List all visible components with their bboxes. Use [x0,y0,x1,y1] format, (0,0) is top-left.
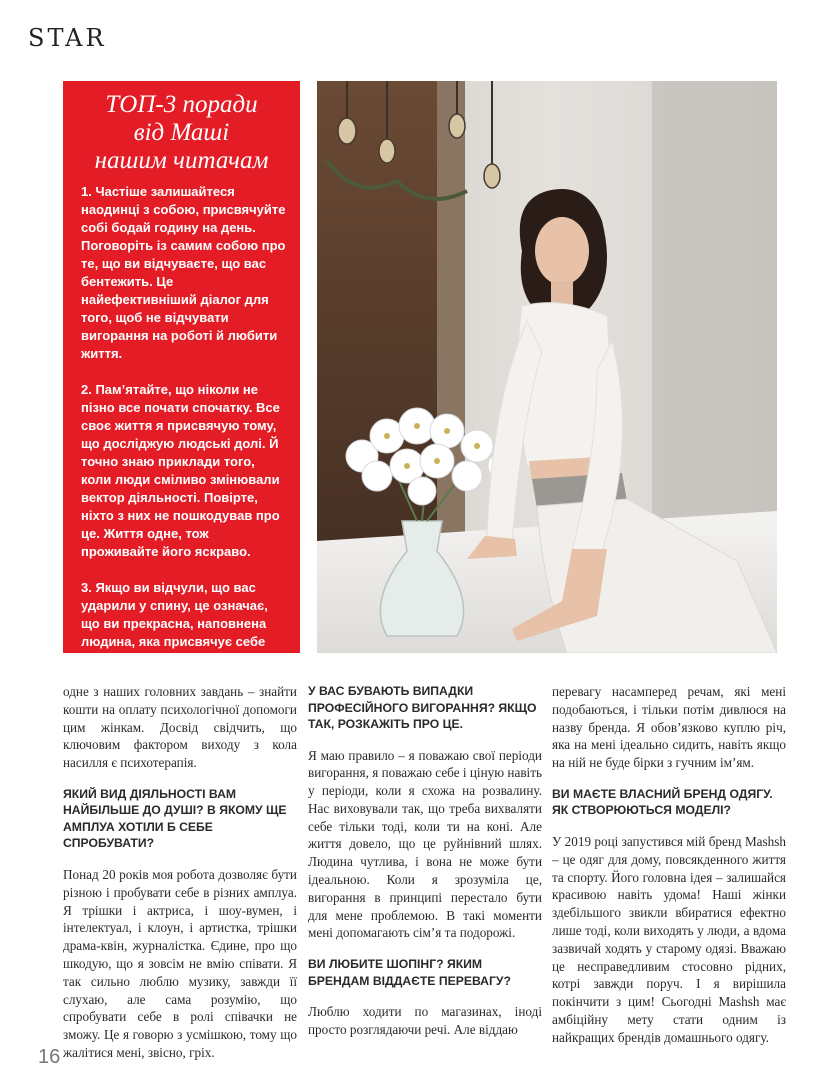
interview-question: ВИ МАЄТЕ ВЛАСНИЙ БРЕНД ОДЯГУ. ЯК СТВОРЮЮТЬСЯ МОДЕЛІ? [552,786,773,818]
page-number: 16 [38,1046,61,1068]
interview-question: ЯКИЙ ВИД ДІЯЛЬНОСТІ ВАМ НАЙБІЛЬШЕ ДО ДУШІ? В ЯКОМУ ЩЕ АМПЛУА ХОТІЛИ Б СЕБЕ СПРОБУВАТИ? [63,786,287,851]
tip-1: 1. Частіше залишайтеся наодинці з собою, присвячуйте собі бодай годину на день. Поговоріть із самим собою про те, що ви відчуваєте, що вас бентежить. Це найефективніший діалог для того, щоб не відчувати вигорання на роботі й любити життя. [81,184,286,361]
tips-title [71,91,292,175]
article-column-1 [63,683,297,1076]
tips-box [63,81,300,685]
paragraph: Люблю ходити по магазинах, іноді просто розглядаючи речі. Але віддаю [308,1004,542,1038]
interview-question: ВИ ЛЮБИТЕ ШОПІНГ? ЯКИМ БРЕНДАМ ВІДДАЄТЕ ПЕРЕВАГУ? [308,957,511,988]
interview-question: У ВАС БУВАЮТЬ ВИПАДКИ ПРОФЕСІЙНОГО ВИГОРАННЯ? ЯКЩО ТАК, РОЗКАЖІТЬ ПРО ЦЕ. [308,684,537,731]
paragraph: У 2019 році запустився мій бренд Mashsh – це одяг для дому, повсякденного життя та спорту. Його головна ідея – залишайся красивою навіть удома! Наші жінки здебільшого звикли вбиратися ефектно лише тоді, коли виходять у люди, а вдома зазвичай ходять у старому одязі. Вважаю це несправедливим стосовно рідних, котрі завжди поруч. І я вирішила покінчити з цим! Сьогодні Mashsh має амбіційну мету стати одним із найкращих брендів домашнього одягу. [552,833,786,1045]
tips-title-line: нашим читачам [94,147,269,174]
paragraph: одне з наших головних завдань – знайти кошти на оплату психологічної допомоги цим жінкам. Досвід свідчить, що ключовим фактором виходу з кола насилля є психотерапія. [63,684,297,771]
paragraph: перевагу насамперед речам, які мені подобаються, і тільки потім дивлюся на назву бренда. Я обов’язково куплю річ, яка на мені ідеально сидить, навіть якщо на ній не буде бірки з гучним ім’ям. [552,684,786,771]
tip-2: 2. Пам’ятайте, що ніколи не пізно все почати спочатку. Все своє життя я присвячую тому, що досліджую людські долі. Й точно знаю приклади того, коли люди сміливо змінювали вектор діяльності. Повірте, ніхто з них не пошкодував про це. Життя одне, тож проживайте його яскраво. [81,382,280,559]
article-column-3 [552,683,786,1061]
magazine-logo: STAR [28,24,107,52]
article-column-2 [308,683,542,1053]
paragraph: Понад 20 років моя робота дозволяє бути різною і пробувати себе в різних амплуа. Я трішки і актриса, і шоу-вумен, і інтелектуал, і клоун, і артистка, трішки драма-квін, журналістка. Єдине, про що шкодую, що я зовсім не вмію співати. Я так сильно люблю музику, завжди її слухаю, але сама розумію, що спробувати себе в ролі співачки не зможу. Це я говорю з усмішкою, тому що жалітися мені, звісно, гріх. [63,866,297,1060]
tips-title-line: ТОП-3 поради [105,91,258,118]
tip-3: 3. Якщо ви відчули, що вас ударили у спину, це означає, що ви прекрасна, наповнена людина, яка присвячує себе собі та оточенню. Так тримати! Не бійтеся ударів долі! [81,580,282,685]
tips-title-line: від Маші [133,119,230,146]
portrait-photo [317,81,777,653]
paragraph: Я маю правило – я поважаю свої періоди вигорання, я поважаю себе і ціную навіть у періоди, коли я схожа на розвалину. Нас виховували так, що треба вихваляти себе тільки тоді, коли ти на коні. Але життя довело, що це руйнівний шлях. Людина чутлива, і вона не може бути ідеальною. Коли я зрозуміла це, вигорання в принципі перестало бути для мене проблемою. В такі моменти мені допомагають сім’я та подорожі. [308,747,542,941]
